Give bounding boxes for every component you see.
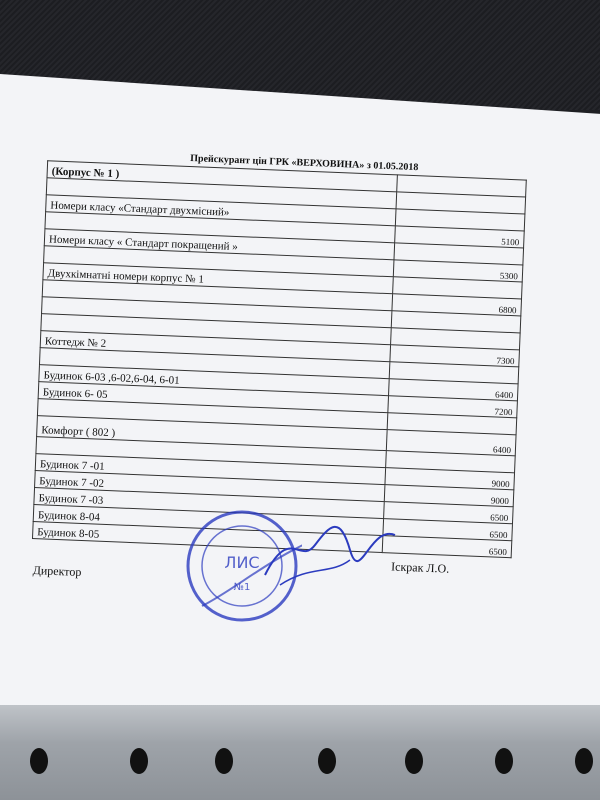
punch-hole-icon	[495, 748, 513, 774]
row-label: Будинок 8-04	[33, 505, 383, 536]
row-label: Номери класу «Стандарт двухмісний»	[46, 195, 396, 226]
row-label: Двухкімнатні номери корпус № 1	[43, 263, 393, 294]
row-label: Будинок 7 -02	[35, 471, 385, 502]
row-label: Будинок 6- 05	[38, 382, 388, 413]
row-price: 9000	[384, 485, 514, 507]
svg-text:ЛИС: ЛИС	[224, 553, 260, 572]
row-price: 6800	[392, 294, 522, 316]
row-label: (Корпус № 1 )	[47, 161, 397, 192]
punch-hole-icon	[215, 748, 233, 774]
row-label: Будинок 8-05	[33, 522, 383, 553]
row-price: 9000	[385, 468, 515, 490]
punch-hole-icon	[575, 748, 593, 774]
row-price: 7300	[390, 345, 520, 367]
row-price: 5300	[393, 260, 523, 282]
row-label: Будинок 7 -03	[34, 488, 384, 519]
punch-hole-icon	[130, 748, 148, 774]
row-price: 7200	[388, 396, 518, 418]
row-label: Комфорт ( 802 )	[37, 416, 388, 451]
row-price: 6400	[386, 430, 516, 456]
row-price: 6500	[384, 502, 514, 524]
price-table	[32, 160, 527, 558]
row-price: 5100	[395, 226, 525, 248]
signature	[260, 505, 400, 595]
row-label: Коттедж № 2	[40, 331, 390, 362]
punch-hole-icon	[30, 748, 48, 774]
row-label: Номери класу « Стандарт покращений »	[44, 229, 394, 260]
director-label: Директор	[32, 563, 82, 580]
document-title: Прейскурант цін ГРК «ВЕРХОВИНА» з 01.05.2018	[190, 153, 419, 174]
punch-hole-icon	[405, 748, 423, 774]
punch-hole-icon	[318, 748, 336, 774]
row-label: Будинок 6-03 ,6-02,6-04, 6-01	[39, 365, 389, 396]
row-price: 6400	[389, 379, 519, 401]
signer-name: Іскрак Л.О.	[390, 559, 450, 576]
svg-text:№1: №1	[233, 582, 251, 593]
row-label: Будинок 7 -01	[35, 454, 385, 485]
row-price: 6500	[383, 519, 513, 541]
row-price: 6500	[382, 536, 512, 558]
